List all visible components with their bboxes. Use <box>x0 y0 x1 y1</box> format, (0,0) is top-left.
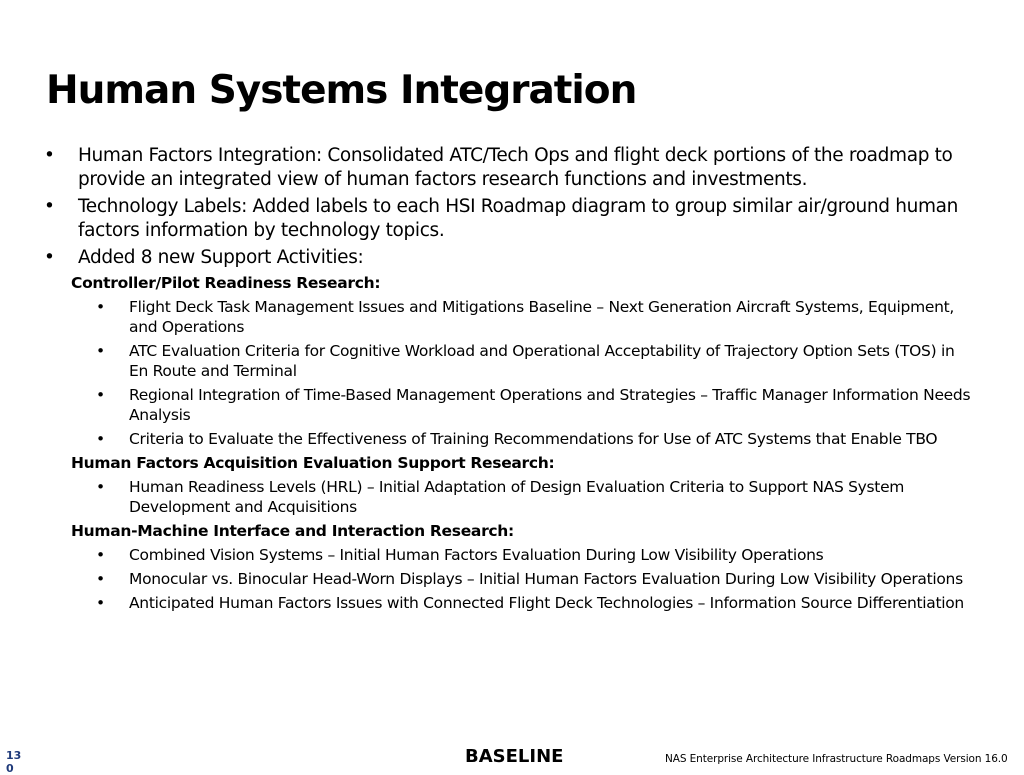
bullet-item <box>44 195 989 243</box>
bullet-item <box>44 144 989 192</box>
sub-bullet-item <box>44 297 989 337</box>
bullet-text: Technology Labels: Added labels to each HSI Roadmap diagram to group similar air/ground human factors information by technology topics. <box>78 196 959 241</box>
bullet-marker: • <box>96 342 105 360</box>
document-title: NAS Enterprise Architecture Infrastructure Roadmaps Version 16.0 <box>665 753 1008 765</box>
bullet-text: Human Factors Integration: Consolidated ATC/Tech Ops and flight deck portions of the roadmap to provide an integrated view of human factors research functions and investments. <box>78 145 953 190</box>
sub-bullet-item <box>44 341 989 381</box>
bullet-marker: • <box>96 570 105 588</box>
sub-bullet-text: Criteria to Evaluate the Effectiveness of Training Recommendations for Use of ATC Systems that Enable TBO <box>129 430 938 448</box>
group-heading-acquisition-evaluation: Human Factors Acquisition Evaluation Support Research: <box>71 454 555 472</box>
slide-title: Human Systems Integration <box>46 68 637 113</box>
bullet-marker: • <box>96 430 105 448</box>
sub-bullet-item <box>44 477 989 517</box>
bullet-marker: • <box>44 145 55 166</box>
group-heading-human-machine-interface: Human-Machine Interface and Interaction Research: <box>71 522 514 540</box>
sub-bullet-text: Combined Vision Systems – Initial Human Factors Evaluation During Low Visibility Operations <box>129 546 824 564</box>
sub-bullet-text: ATC Evaluation Criteria for Cognitive Workload and Operational Acceptability of Trajectory Option Sets (TOS) in En Route and Terminal <box>129 342 955 380</box>
bullet-marker: • <box>96 478 105 496</box>
sub-bullet-item <box>44 545 989 565</box>
page-number: 130 <box>6 749 22 775</box>
sub-bullet-text: Anticipated Human Factors Issues with Connected Flight Deck Technologies – Information Source Differentiation <box>129 594 964 612</box>
sub-bullet-text: Flight Deck Task Management Issues and Mitigations Baseline – Next Generation Aircraft Systems, Equipment, and Operations <box>129 298 955 336</box>
slide-content <box>44 144 989 617</box>
bullet-marker: • <box>96 298 105 316</box>
sub-bullet-item <box>44 429 989 449</box>
sub-bullet-text: Human Readiness Levels (HRL) – Initial Adaptation of Design Evaluation Criteria to Support NAS System Development and Acquisitions <box>129 478 905 516</box>
bullet-marker: • <box>44 247 55 268</box>
bullet-marker: • <box>96 386 105 404</box>
bullet-marker: • <box>96 594 105 612</box>
bullet-marker: • <box>96 546 105 564</box>
sub-bullet-item <box>44 593 989 613</box>
bullet-marker: • <box>44 196 55 217</box>
sub-bullet-item <box>44 569 989 589</box>
sub-bullet-text: Regional Integration of Time-Based Management Operations and Strategies – Traffic Manager Information Needs Analysis <box>129 386 971 424</box>
baseline-label: BASELINE <box>465 746 564 767</box>
sub-bullet-item <box>44 385 989 425</box>
group-heading-controller-pilot-readiness: Controller/Pilot Readiness Research: <box>71 274 381 292</box>
sub-bullet-text: Monocular vs. Binocular Head-Worn Displays – Initial Human Factors Evaluation During Low Visibility Operations <box>129 570 963 588</box>
bullet-item <box>44 246 989 270</box>
bullet-text: Added 8 new Support Activities: <box>78 247 364 268</box>
